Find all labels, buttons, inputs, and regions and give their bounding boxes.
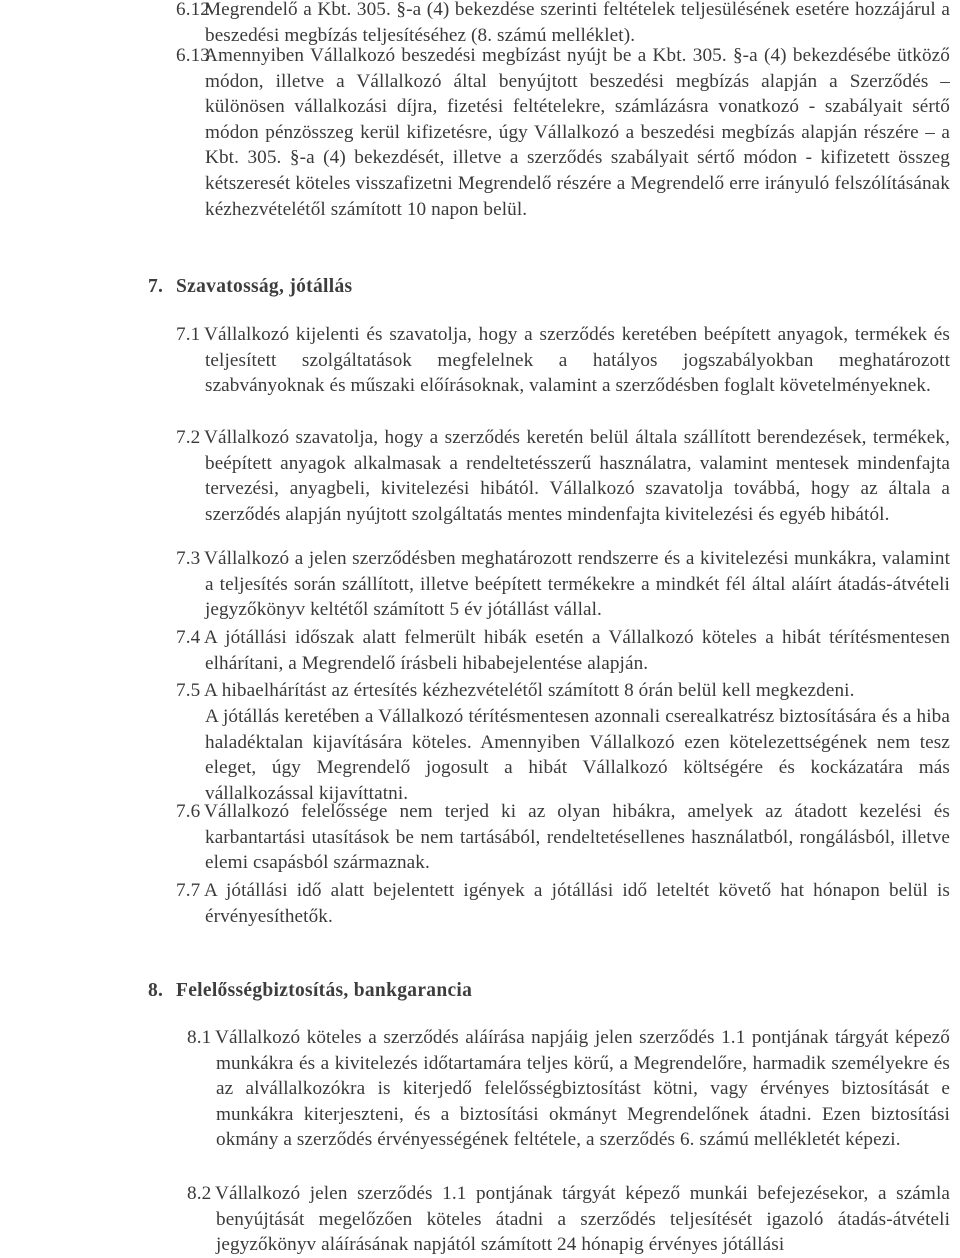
paragraph-7-5-continued — [205, 704, 950, 806]
heading-title: Felelősségbiztosítás, bankgarancia — [176, 980, 473, 1001]
paragraph-8-2 — [187, 1181, 950, 1258]
paragraph-text: A hibaelhárítást az értesítés kézhezvételétől számított 8 órán belül kell megkezdeni. — [204, 680, 855, 701]
paragraph-8-1 — [187, 1025, 950, 1153]
section-heading-8 — [148, 979, 472, 1003]
paragraph-number: 6.12 — [176, 0, 210, 20]
paragraph-text: Megrendelő a Kbt. 305. §-a (4) bekezdése szerinti feltételek teljesülésének esetére hozzájárul a beszedési megbízás teljesítéséhez (8. számú melléklet). — [204, 0, 950, 46]
paragraph-number: 8.2 — [187, 1183, 212, 1204]
paragraph-number: 7.5 — [176, 680, 201, 701]
paragraph-text: A jótállás keretében a Vállalkozó térítésmentesen azonnali cserealkatrész biztosítására és a hiba haladéktalan kijavítására köteles. Amennyiben Vállalkozó ezen kötelezettségének nem tesz eleget, úgy Megrendelő jogosult a hibát Vállalkozó költségére és kockázatára más vállalkozással kijavíttatni. — [205, 706, 950, 804]
paragraph-text: Vállalkozó jelen szerződés 1.1 pontjának tárgyát képező munkái befejezésekor, a számla benyújtását megelőzően köteles átadni a szerződés teljesítését igazoló átadás-átvételi jegyzőkönyv aláírásának napjától számított 24 hónapig érvényes jótállási — [215, 1183, 950, 1256]
paragraph-6-13 — [176, 43, 950, 222]
paragraph-number: 7.1 — [176, 324, 201, 345]
paragraph-7-3 — [176, 546, 950, 623]
paragraph-text: Amennyiben Vállalkozó beszedési megbízást nyújt be a Kbt. 305. §-a (4) bekezdésébe ütköző módon, illetve a Vállalkozó által benyújtott beszedési megbízás alapján a Szerződés – különösen vállalkozási díjra, fizetési feltételekre, számlázásra vonatkozó - szabályait sértő módon pénzösszeg kerül kifizetésre, úgy Vállalkozó a beszedési megbízás alapján részére – a Kbt. 305. §-a (4) bekezdését, illetve a szerződés szabályait sértő módon - kifizetett összeg kétszeresét köteles visszafizetni Megrendelő részére a Megrendelő erre irányuló felszólításának kézhezvételétől számított 10 napon belül. — [204, 45, 950, 220]
paragraph-text: Vállalkozó felelőssége nem terjed ki az olyan hibákra, amelyek az átadott kezelési és karbantartási utasítások be nem tartásából, rendeltetésellenes használatból, rongálásból, illetve elemi csapásból származnak. — [204, 801, 950, 874]
paragraph-7-4 — [176, 625, 950, 676]
paragraph-number: 7.2 — [176, 427, 201, 448]
section-heading-7 — [148, 275, 352, 299]
paragraph-text: Vállalkozó szavatolja, hogy a szerződés keretén belül általa szállított berendezések, termékek, beépített anyagok alkalmasak a rendeltetésszerű használatra, valamint mentesek mindenfajta tervezési, anyagbeli, kivitelezési hibától. Vállalkozó szavatolja továbbá, hogy az általa a szerződés alapján nyújtott szolgáltatás mentes mindenfajta kivitelezési és egyéb hibától. — [204, 427, 950, 525]
heading-number: 8. — [148, 980, 164, 1001]
paragraph-number: 6.13 — [176, 45, 210, 66]
paragraph-number: 7.4 — [176, 627, 201, 648]
heading-number: 7. — [148, 276, 164, 297]
paragraph-text: A jótállási idő alatt bejelentett igények a jótállási idő leteltét követő hat hónapon belül is érvényesíthetők. — [204, 880, 950, 927]
paragraph-number: 7.3 — [176, 548, 201, 569]
paragraph-text: Vállalkozó a jelen szerződésben meghatározott rendszerre és a kivitelezési munkákra, valamint a teljesítés során szállított, illetve beépített termékekre a mindkét fél által aláírt átadás-átvételi jegyzőkönyv keltétől számított 5 év jótállást vállal. — [204, 548, 950, 621]
paragraph-text: Vállalkozó kijelenti és szavatolja, hogy a szerződés keretében beépített anyagok, termékek és teljesített szolgáltatások megfelelnek a hatályos jogszabályokban meghatározott szabványoknak és műszaki előírásoknak, valamint a szerződésben foglalt követelményeknek. — [204, 324, 950, 397]
paragraph-number: 7.7 — [176, 880, 201, 901]
paragraph-7-6 — [176, 799, 950, 876]
paragraph-text: A jótállási időszak alatt felmerült hibák esetén a Vállalkozó köteles a hibát térítésmentesen elhárítani, a Megrendelő írásbeli hibabejelentése alapján. — [204, 627, 950, 674]
paragraph-7-5 — [176, 678, 950, 704]
heading-title: Szavatosság, jótállás — [176, 276, 353, 297]
paragraph-6-12 — [176, 0, 950, 48]
paragraph-7-7 — [176, 878, 950, 929]
paragraph-number: 8.1 — [187, 1027, 212, 1048]
paragraph-number: 7.6 — [176, 801, 201, 822]
paragraph-text: Vállalkozó köteles a szerződés aláírása napjáig jelen szerződés 1.1 pontjának tárgyát képező munkákra és a kivitelezés időtartamára teljes körű, a Megrendelőre, harmadik személyekre és az alvállalkozókra is kiterjedő felelősségbiztosítást kötni, vagy érvényes biztosítását e munkákra kiterjeszteni, és a biztosítási okmányt Megrendelőnek átadni. Ezen biztosítási okmány a szerződés érvényességének feltétele, a szerződés 6. számú mellékletét képezi. — [215, 1027, 950, 1151]
paragraph-7-2 — [176, 425, 950, 527]
paragraph-7-1 — [176, 322, 950, 399]
